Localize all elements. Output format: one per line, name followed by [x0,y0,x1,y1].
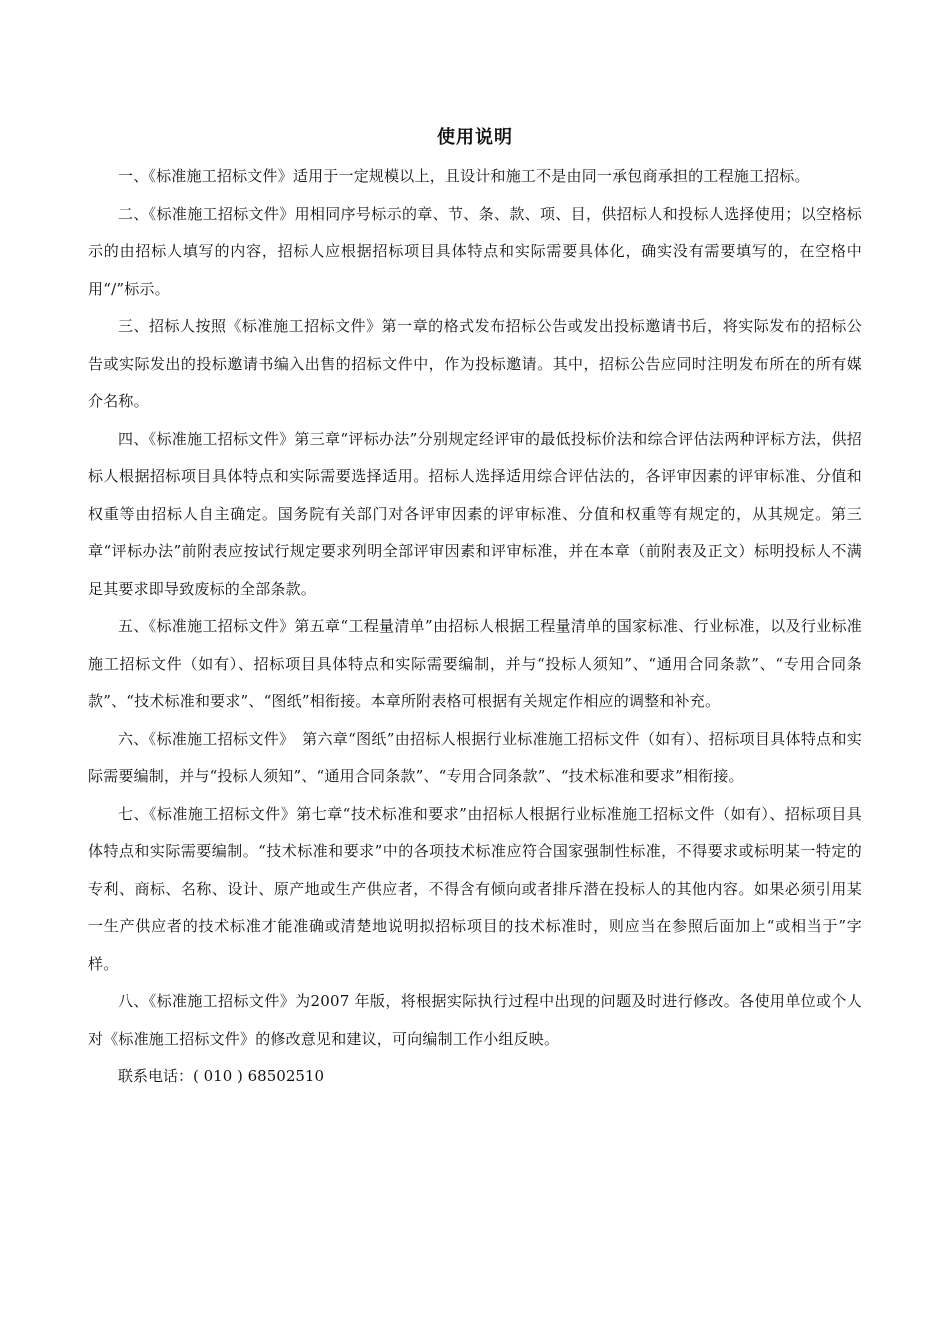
document-page [88,118,862,1096]
paragraph-5: 五、《标准施工招标文件》第五章“工程量清单”由招标人根据工程量清单的国家标准、行业标准，以及行业标准施工招标文件（如有）、招标项目具体特点和实际需要编制，并与“投标人须知”、“通用合同条款”、“专用合同条款”、“技术标准和要求”、“图纸”相衔接。本章所附表格可根据有关规定作相应的调整和补充。 [88,617,862,710]
paragraph-2: 二、《标准施工招标文件》用相同序号标示的章、节、条、款、项、目，供招标人和投标人选择使用；以空格标示的由招标人填写的内容，招标人应根据招标项目具体特点和实际需要具体化，确实没有需要填写的，在空格中用“/”标示。 [88,204,862,298]
paragraph-6: 六、《标准施工招标文件》 第六章“图纸”由招标人根据行业标准施工招标文件（如有）、招标项目具体特点和实际需要编制，并与“投标人须知”、“通用合同条款”、“专用合同条款”、“技术标准和要求”相衔接。 [88,729,862,785]
page-title: 使用说明 [437,127,513,148]
paragraph-3: 三、招标人按照《标准施工招标文件》第一章的格式发布招标公告或发出投标邀请书后，将实际发布的招标公告或实际发出的投标邀请书编入出售的招标文件中，作为投标邀请。其中，招标公告应同时注明发布所在的所有媒介名称。 [88,317,862,410]
paragraph-1: 一、《标准施工招标文件》适用于一定规模以上，且设计和施工不是由同一承包商承担的工程施工招标。 [118,167,810,185]
paragraph-7: 七、《标准施工招标文件》第七章“技术标准和要求”由招标人根据行业标准施工招标文件（如有）、招标项目具体特点和实际需要编制。“技术标准和要求”中的各项技术标准应符合国家强制性标准，不得要求或标明某一特定的专利、商标、名称、设计、原产地或生产供应者，不得含有倾向或者排斥潜在投标人的其他内容。如果必须引用某一生产供应者的技术标准才能准确或清楚地说明拟招标项目的技术标准时，则应当在参照后面加上“或相当于”字样。 [88,804,862,973]
contact-phone: 联系电话：( 010 ) 68502510 [118,1067,324,1085]
paragraph-8: 八、《标准施工招标文件》为2007 年版，将根据实际执行过程中出现的问题及时进行修改。各使用单位或个人对《标准施工招标文件》的修改意见和建议，可向编制工作小组反映。 [88,992,862,1048]
paragraph-4: 四、《标准施工招标文件》第三章“评标办法”分别规定经评审的最低投标价法和综合评估法两种评标方法，供招标人根据招标项目具体特点和实际需要选择适用。招标人选择适用综合评估法的，各评审因素的评审标准、分值和权重等由招标人自主确定。国务院有关部门对各评审因素的评审标准、分值和权重等有规定的，从其规定。第三章“评标办法”前附表应按试行规定要求列明全部评审因素和评审标准，并在本章（前附表及正文）标明投标人不满足其要求即导致废标的全部条款。 [88,429,862,598]
